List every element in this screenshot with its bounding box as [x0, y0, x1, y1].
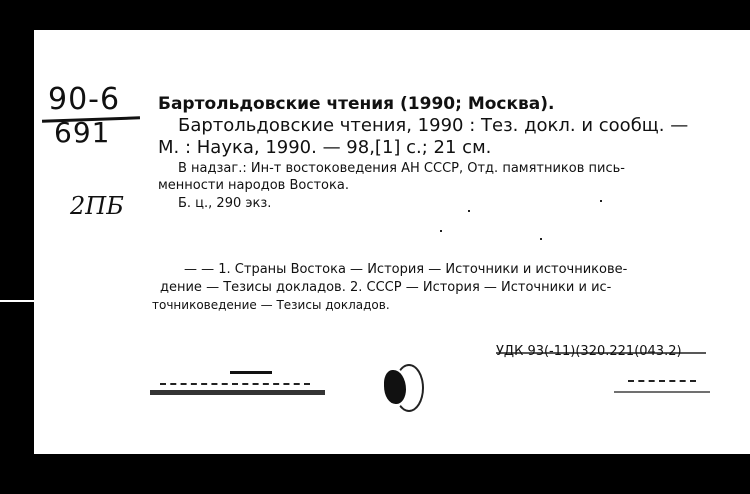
stamp-dashed-line: [160, 383, 310, 385]
stamp-arc: [394, 364, 424, 412]
dust-speck: [540, 238, 542, 240]
stamp-smudge: [614, 391, 710, 393]
stamp-smudge: [230, 371, 272, 374]
record-note-line-1: В надзаг.: Ин-т востоковедения АН СССР, Отд. памятников пись-: [178, 161, 625, 176]
dust-speck: [600, 200, 602, 202]
subject-line-1: — — 1. Страны Востока — История — Источники и источникове-: [184, 262, 628, 277]
shelf-mark-bottom: 691: [54, 116, 111, 149]
stamp-smudge: [150, 390, 325, 395]
scan-border-bottom: [34, 454, 750, 494]
subject-line-3: точниковедение — Тезисы докладов.: [152, 298, 390, 312]
scan-edge-mark: [0, 300, 34, 302]
stamp-dashed-line: [628, 380, 696, 382]
shelf-mark-top: 90-6: [48, 82, 121, 117]
dust-speck: [440, 230, 442, 232]
udc-strike-line: [496, 352, 706, 354]
record-price-line: Б. ц., 290 экз.: [178, 196, 272, 211]
handwritten-note: 2ПБ: [70, 192, 124, 220]
record-imprint-line: М. : Наука, 1990. — 98,[1] с.; 21 см.: [158, 137, 492, 158]
record-title-line: Бартольдовские чтения, 1990 : Тез. докл. и сообщ. —: [178, 115, 689, 136]
record-heading: Бартольдовские чтения (1990; Москва).: [158, 94, 555, 114]
record-note-line-2: менности народов Востока.: [158, 178, 349, 193]
subject-line-2: дение — Тезисы докладов. 2. СССР — История — Источники и ис-: [160, 280, 612, 295]
dust-speck: [468, 210, 470, 212]
